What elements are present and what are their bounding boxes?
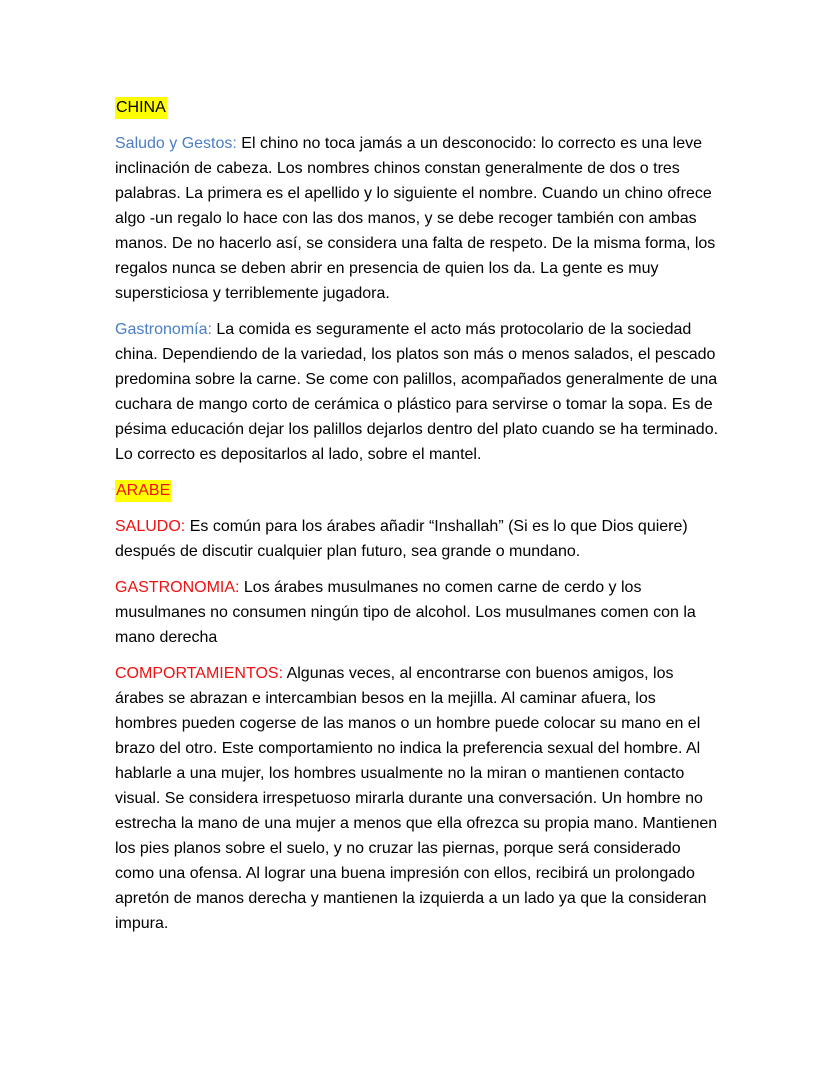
paragraph-arabe-gastronomia xyxy=(115,575,720,650)
section-arabe xyxy=(115,478,720,936)
text-china-saludo: El chino no toca jamás a un desconocido: lo correcto es una leve inclinación de cabeza. Los nombres chinos constan generalmente de dos o tres palabras. La primera es el apellido y lo siguiente el nombre. Cuando un chino ofrece algo -un regalo lo hace con las dos manos, y se debe recoger también con ambas manos. De no hacerlo así, se considera una falta de respeto. De la misma forma, los regalos nunca se deben abrir en presencia de quien los da. La gente es muy supersticiosa y terriblemente jugadora. xyxy=(115,135,716,302)
section-china xyxy=(115,95,720,467)
label-gastronomia-arabe: GASTRONOMIA: xyxy=(115,579,240,596)
text-arabe-gastronomia: Los árabes musulmanes no comen carne de cerdo y los musulmanes no consumen ningún tipo de alcohol. Los musulmanes comen con la mano derecha xyxy=(115,579,696,646)
heading-arabe: ARABE xyxy=(115,480,171,502)
text-arabe-saludo: Es común para los árabes añadir “Inshallah” (Si es lo que Dios quiere) después de discutir cualquier plan futuro, sea grande o mundano. xyxy=(115,518,688,560)
label-gastronomia: Gastronomía: xyxy=(115,321,212,338)
document-page xyxy=(115,95,720,947)
label-saludo: SALUDO: xyxy=(115,518,186,535)
label-saludo-y-gestos: Saludo y Gestos: xyxy=(115,135,237,152)
paragraph-china-gastronomia xyxy=(115,317,720,467)
paragraph-arabe-comportamientos xyxy=(115,661,720,936)
label-comportamientos: COMPORTAMIENTOS: xyxy=(115,665,284,682)
text-arabe-comportamientos: Algunas veces, al encontrarse con buenos amigos, los árabes se abrazan e intercambian besos en la mejilla. Al caminar afuera, los hombres pueden cogerse de las manos o un hombre puede colocar su mano en el brazo del otro. Este comportamiento no indica la preferencia sexual del hombre. Al hablarle a una mujer, los hombres usualmente no la miran o mantienen contacto visual. Se considera irrespetuoso mirarla durante una conversación. Un hombre no estrecha la mano de una mujer a menos que ella ofrezca su propia mano. Mantienen los pies planos sobre el suelo, y no cruzar las piernas, porque será considerado como una ofensa. Al lograr una buena impresión con ellos, recibirá un prolongado apretón de manos derecha y mantienen la izquierda a un lado ya que la consideran impura. xyxy=(115,665,718,932)
heading-china: CHINA xyxy=(115,97,167,119)
paragraph-arabe-saludo xyxy=(115,514,720,564)
paragraph-china-saludo xyxy=(115,131,720,306)
text-china-gastronomia: La comida es seguramente el acto más protocolario de la sociedad china. Dependiendo de la variedad, los platos son más o menos salados, el pescado predomina sobre la carne. Se come con palillos, acompañados generalmente de una cuchara de mango corto de cerámica o plástico para servirse o tomar la sopa. Es de pésima educación dejar los palillos dejarlos dentro del plato cuando se ha terminado. Lo correcto es depositarlos al lado, sobre el mantel. xyxy=(115,321,719,463)
